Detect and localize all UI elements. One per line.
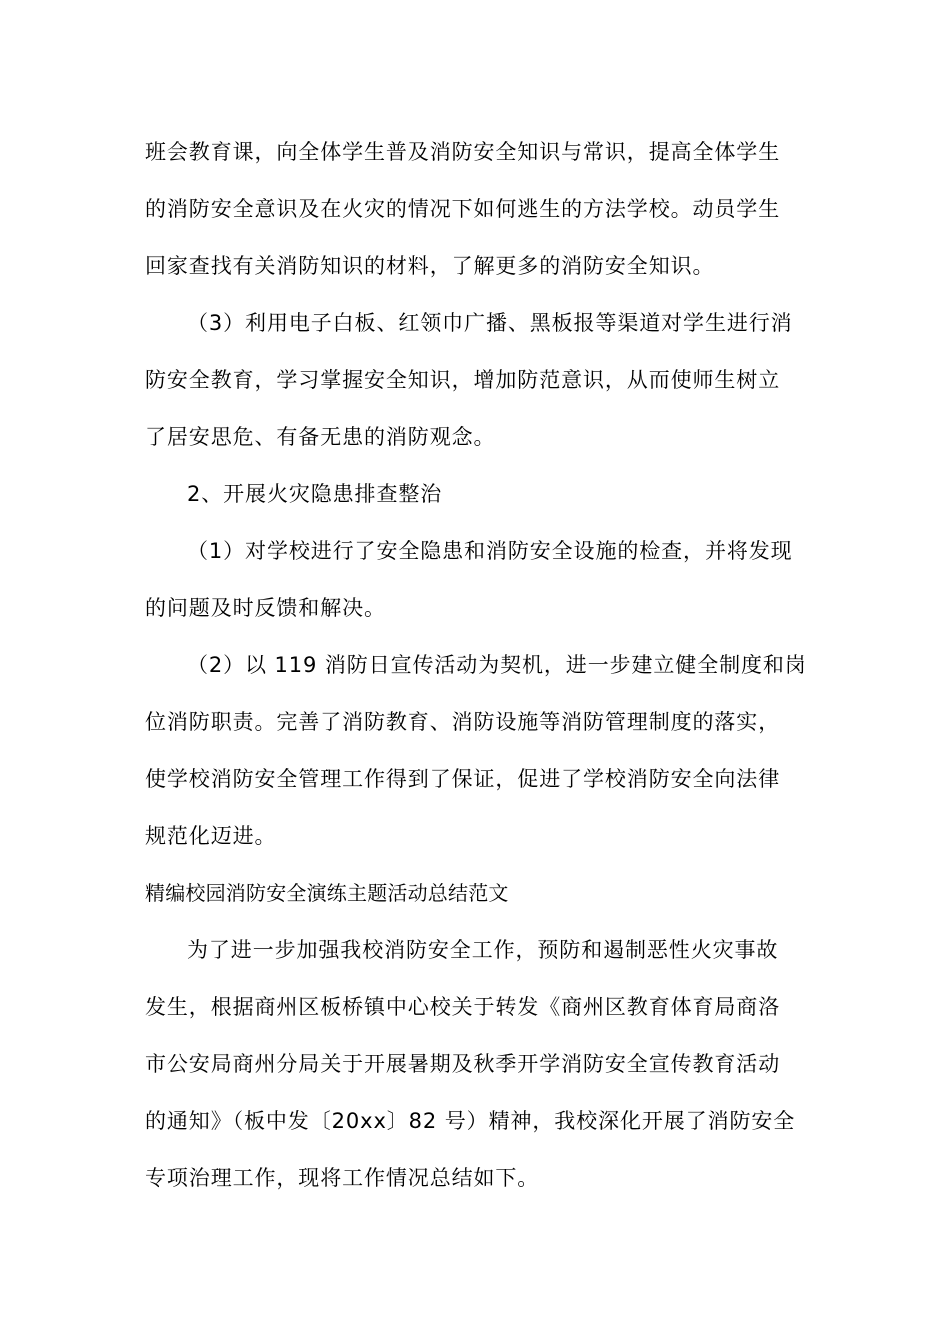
paragraph-line: （1）对学校进行了安全隐患和消防安全设施的检查，并将发现 (187, 539, 793, 563)
document-title: 精编校园消防安全演练主题活动总结范文 (145, 881, 509, 905)
paragraph-line: 了居安思危、有备无患的消防观念。 (145, 425, 496, 449)
paragraph-line: 班会教育课，向全体学生普及消防安全知识与常识，提高全体学生 (145, 140, 781, 164)
paragraph-line: 的消防安全意识及在火灾的情况下如何逃生的方法学校。动员学生 (145, 197, 781, 221)
section-heading: 2、开展火灾隐患排查整治 (187, 482, 443, 506)
paragraph-line: 专项治理工作，现将工作情况总结如下。 (145, 1166, 540, 1190)
paragraph-line: （2）以 119 消防日宣传活动为契机，进一步建立健全制度和岗 (187, 653, 807, 677)
paragraph-line: 的通知》（板中发〔20xx〕82 号）精神，我校深化开展了消防安全 (145, 1109, 796, 1133)
paragraph-line: 使学校消防安全管理工作得到了保证，促进了学校消防安全向法律 (145, 767, 781, 791)
paragraph-line: （3）利用电子白板、红领巾广播、黑板报等渠道对学生进行消 (187, 311, 793, 335)
paragraph-line: 发生，根据商州区板桥镇中心校关于转发《商州区教育体育局商洛 (145, 995, 781, 1019)
paragraph-line: 规范化迈进。 (145, 824, 277, 848)
paragraph-line: 的问题及时反馈和解决。 (145, 596, 386, 620)
paragraph-line: 位消防职责。完善了消防教育、消防设施等消防管理制度的落实， (145, 710, 781, 734)
paragraph-line: 防安全教育，学习掌握安全知识，增加防范意识，从而使师生树立 (145, 368, 781, 392)
paragraph-line: 回家查找有关消防知识的材料，了解更多的消防安全知识。 (145, 254, 715, 278)
paragraph-line: 为了进一步加强我校消防安全工作，预防和遏制恶性火灾事故 (187, 938, 779, 962)
paragraph-line: 市公安局商州分局关于开展暑期及秋季开学消防安全宣传教育活动 (145, 1052, 781, 1076)
